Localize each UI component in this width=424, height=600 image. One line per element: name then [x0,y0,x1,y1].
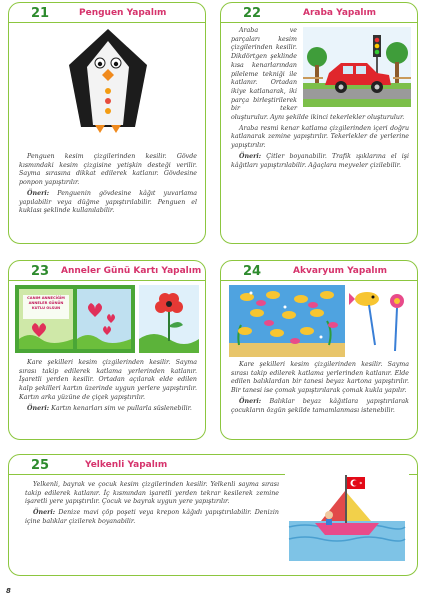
text-wrap-spacer [301,27,409,107]
penguin-image [67,27,149,139]
instruction-paragraph: Kare şekilleri kesim çizgilerinden kesilir. Sayma sırası takip edilerek katlama yerlerinden katlanır. İşaretli yerden kesilir. Ortadan açılarak elde edilen kalp şekilleri kartın üzerinde uygun yerlere yapıştırılır. Kartın arka yüzüne de çiçek yapıştırılır. [19,359,197,401]
suggestion-paragraph [231,153,409,170]
card-sailboat [8,454,418,576]
suggestion-label: Öneri: [27,404,50,412]
instruction-paragraph: Penguen kesim çizgilerinden kesilir. Gövde kısmındaki kesim çizgisine yetişkin desteği verilir. Sayma sırasına dikkat edilerek katlanır. Gövdesine ponpon yapıştırılır. [19,153,197,187]
instruction-paragraph: Kare şekilleri kesim çizgilerinden kesilir. Sayma sırası takip edilerek katlama yerlerinden katlanır. Elde edilen balıklardan bir tanesi beyaz kartona yapıştırılır. Bir tanesi ise çomak yapıştırılarak çomak kukla yapılır. [231,361,409,395]
mothers-day-card-image [15,285,135,353]
activity-title: Araba Yapalım [303,8,376,18]
card23-text [19,359,197,415]
suggestion-label: Öneri: [33,509,56,517]
header-divider [221,22,417,23]
suggestion-label: Öneri: [239,152,262,160]
activity-number: 23 [31,264,50,279]
header-divider [9,22,205,23]
suggestion-text: Denize mavi çöp poşeti veya krepon kâğıdı yapıştırılabilir. Denizin içine balıklar çizilerek boyanabilir. [25,509,279,525]
activity-title: Akvaryum Yapalım [293,266,387,276]
activity-title: Penguen Yapalım [79,8,167,18]
card24-text [231,361,409,417]
instruction-paragraph-2: Araba resmi kenar katlama çizgilerinden içeri doğru katlanarak zemine yapıştırılır. Tekerlekler de yerlerine yapıştırılır. [231,124,409,150]
sailboat-image [285,467,409,563]
suggestion-label: Öneri: [239,397,262,405]
flower-image [139,285,199,353]
card-penguin [8,2,206,244]
card22-text [231,27,409,172]
activity-title: Anneler Günü Kartı Yapalım [61,266,202,276]
activity-number: 25 [31,458,50,473]
suggestion-text: Balıklar beyaz kâğıtlara yapıştırılarak çocukların özgün şekilde tamamlanması istenebilir. [231,397,409,414]
instruction-paragraph: Araba ve parçaları kesim çizgilerinden kesilir. Dikdörtgen şeklinde kısa kenarlarından pileleme tekniği ile katlanır. Ortadan ikiye katlanarak, iki parça birleştirilerek bir teker oluşturulur. Aynı şekilde ikinci tekerlekler oluşturulur. [231,27,405,122]
activity-number: 24 [243,264,262,279]
card-aquarium [220,260,418,440]
suggestion-label: Öneri: [27,189,50,197]
header-divider [9,280,205,281]
activity-number: 21 [31,6,50,21]
suggestion-text: Çitler boyanabilir. Trafik ışıklarına el işi kâğıtları yapıştırılabilir. Ağaçlara meyveler çizilebilir. [231,152,409,169]
suggestion-paragraph [25,509,279,526]
aquarium-image [229,285,345,357]
activity-title: Yelkenli Yapalım [85,460,168,470]
suggestion-paragraph [19,405,197,414]
suggestion-paragraph [19,190,197,216]
card21-text [19,153,197,218]
suggestion-paragraph [231,398,409,415]
card25-text [25,481,279,529]
page-number: 8 [6,587,11,595]
suggestion-text: Penguenin gövdesine kâğıt yuvarlama yapılabilir veya düğme yapıştırılabilir. Penguen el kuklası şeklinde kullanılabilir. [19,189,197,215]
suggestion-text: Kartın kenarları sim ve pullarla süslenebilir. [51,404,192,412]
fish-puppet-image [349,285,411,357]
activity-number: 22 [243,6,262,21]
header-divider [221,280,417,281]
card-mothers-day [8,260,206,440]
instruction-paragraph: Yelkenli, bayrak ve çocuk kesim çizgilerinden kesilir. Yelkenli sayma sırası takip edilerek katlanır. İç kısmından işaretli yerden tekrar kesilerek zemine işaretli yere yapıştırılır. Çocuk ve bayrak uygun yere yapıştırılır. [25,481,279,506]
card-greeting-text: CANIM ANNECİĞİM ANNELER GÜNÜN KUTLU OLSUN [27,296,65,310]
card-car [220,2,418,244]
